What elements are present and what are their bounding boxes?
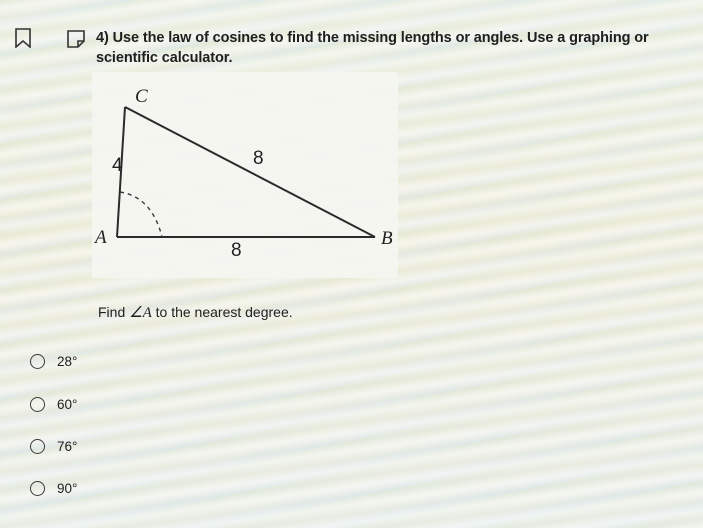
option-60[interactable] bbox=[30, 392, 77, 416]
question-text: 4) Use the law of cosines to find the missing lengths or angles. Use a graphing or scientific calculator. bbox=[96, 30, 649, 66]
option-label: 28° bbox=[57, 353, 78, 369]
option-90[interactable] bbox=[30, 476, 77, 500]
side-cb-label: 8 bbox=[253, 148, 264, 169]
option-76[interactable] bbox=[30, 434, 77, 458]
find-suffix: to the nearest degree. bbox=[151, 304, 293, 320]
side-ab-label: 8 bbox=[231, 240, 242, 261]
option-28[interactable] bbox=[30, 349, 77, 373]
find-prefix: Find bbox=[98, 304, 130, 320]
side-ca-label: 4 bbox=[112, 155, 123, 176]
radio-button[interactable] bbox=[30, 439, 45, 454]
vertex-c-label: C bbox=[135, 86, 148, 107]
radio-button[interactable] bbox=[30, 354, 45, 369]
radio-button[interactable] bbox=[30, 397, 45, 412]
side-cb-line bbox=[125, 107, 375, 237]
bookmark-icon[interactable] bbox=[14, 28, 32, 48]
vertex-a-label: A bbox=[95, 227, 107, 248]
note-icon[interactable] bbox=[66, 29, 86, 49]
radio-button[interactable] bbox=[30, 481, 45, 496]
vertex-b-label: B bbox=[381, 228, 393, 249]
option-label: 90° bbox=[57, 480, 78, 496]
option-label: 60° bbox=[57, 396, 78, 412]
find-prompt bbox=[98, 303, 293, 322]
triangle-figure bbox=[92, 72, 398, 278]
option-label: 76° bbox=[57, 438, 78, 454]
angle-a-arc bbox=[120, 192, 162, 237]
angle-symbol: ∠A bbox=[129, 305, 152, 321]
